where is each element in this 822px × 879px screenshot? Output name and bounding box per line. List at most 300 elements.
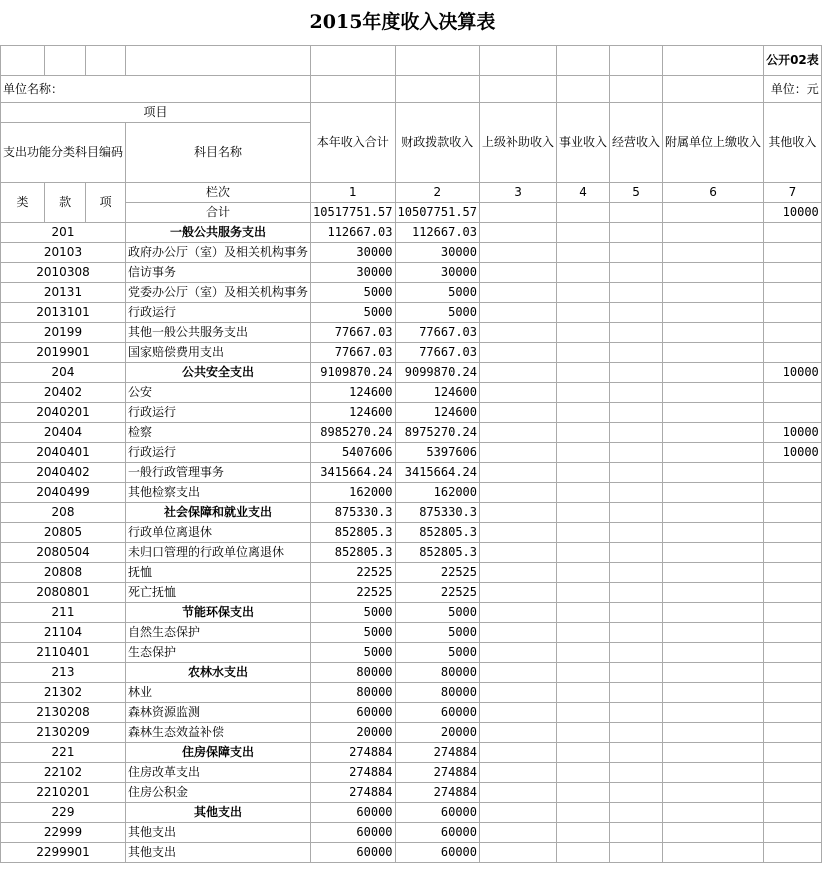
empty-cell bbox=[610, 563, 663, 583]
row-other-income bbox=[764, 543, 822, 563]
row-code: 2080801 bbox=[1, 583, 126, 603]
table-row bbox=[1, 843, 822, 863]
row-fiscal-income: 30000 bbox=[395, 243, 479, 263]
row-fiscal-income: 20000 bbox=[395, 723, 479, 743]
empty-cell bbox=[557, 243, 610, 263]
row-code: 2299901 bbox=[1, 843, 126, 863]
table-row bbox=[1, 223, 822, 243]
total-c2: 10507751.57 bbox=[395, 203, 479, 223]
row-fiscal-income: 274884 bbox=[395, 763, 479, 783]
row-subject-name: 生态保护 bbox=[126, 643, 311, 663]
col-header-7: 其他收入 bbox=[764, 103, 822, 183]
row-other-income bbox=[764, 503, 822, 523]
row-code: 201 bbox=[1, 223, 126, 243]
empty-cell bbox=[480, 283, 557, 303]
row-code: 20808 bbox=[1, 563, 126, 583]
empty-cell bbox=[663, 263, 764, 283]
row-code: 22102 bbox=[1, 763, 126, 783]
row-fiscal-income: 5000 bbox=[395, 603, 479, 623]
empty-cell bbox=[557, 223, 610, 243]
empty-cell bbox=[557, 703, 610, 723]
table-row bbox=[1, 563, 822, 583]
table-row bbox=[1, 663, 822, 683]
empty-cell bbox=[610, 463, 663, 483]
empty-cell bbox=[480, 563, 557, 583]
row-subject-name: 行政单位离退休 bbox=[126, 523, 311, 543]
row-total-income: 77667.03 bbox=[311, 323, 395, 343]
row-total-income: 80000 bbox=[311, 663, 395, 683]
col-number: 6 bbox=[663, 183, 764, 203]
empty-cell bbox=[610, 683, 663, 703]
col-header-4: 事业收入 bbox=[557, 103, 610, 183]
row-fiscal-income: 77667.03 bbox=[395, 343, 479, 363]
table-row bbox=[1, 823, 822, 843]
col-header-5: 经营收入 bbox=[610, 103, 663, 183]
col-number: 7 bbox=[764, 183, 822, 203]
row-subject-name: 节能环保支出 bbox=[126, 603, 311, 623]
row-fiscal-income: 60000 bbox=[395, 843, 479, 863]
empty-cell bbox=[610, 723, 663, 743]
func-class-header: 支出功能分类科目编码 bbox=[1, 123, 126, 183]
row-code: 21302 bbox=[1, 683, 126, 703]
empty-cell bbox=[663, 363, 764, 383]
row-fiscal-income: 60000 bbox=[395, 703, 479, 723]
row-total-income: 852805.3 bbox=[311, 523, 395, 543]
row-code: 229 bbox=[1, 803, 126, 823]
row-code: 2210201 bbox=[1, 783, 126, 803]
row-code: 22999 bbox=[1, 823, 126, 843]
row-code: 2130208 bbox=[1, 703, 126, 723]
row-other-income bbox=[764, 343, 822, 363]
row-subject-name: 党委办公厅（室）及相关机构事务 bbox=[126, 283, 311, 303]
row-other-income bbox=[764, 803, 822, 823]
row-total-income: 274884 bbox=[311, 763, 395, 783]
row-total-income: 124600 bbox=[311, 383, 395, 403]
row-subject-name: 社会保障和就业支出 bbox=[126, 503, 311, 523]
empty-cell bbox=[480, 723, 557, 743]
table-row bbox=[1, 623, 822, 643]
unit-label: 单位：元 bbox=[764, 76, 822, 103]
row-fiscal-income: 124600 bbox=[395, 403, 479, 423]
empty-cell bbox=[663, 423, 764, 443]
empty-cell bbox=[480, 303, 557, 323]
empty-cell bbox=[557, 683, 610, 703]
row-subject-name: 检察 bbox=[126, 423, 311, 443]
row-fiscal-income: 22525 bbox=[395, 563, 479, 583]
empty-cell bbox=[663, 723, 764, 743]
row-total-income: 274884 bbox=[311, 783, 395, 803]
empty-cell bbox=[480, 803, 557, 823]
row-fiscal-income: 80000 bbox=[395, 683, 479, 703]
empty-cell bbox=[480, 463, 557, 483]
empty-cell bbox=[557, 283, 610, 303]
empty-cell bbox=[480, 703, 557, 723]
row-subject-name: 其他支出 bbox=[126, 803, 311, 823]
empty-cell bbox=[663, 303, 764, 323]
row-code: 213 bbox=[1, 663, 126, 683]
total-c1: 10517751.57 bbox=[311, 203, 395, 223]
empty-cell bbox=[480, 643, 557, 663]
row-code: 2019901 bbox=[1, 343, 126, 363]
empty-cell bbox=[610, 763, 663, 783]
row-other-income bbox=[764, 263, 822, 283]
empty-cell bbox=[480, 443, 557, 463]
row-fiscal-income: 112667.03 bbox=[395, 223, 479, 243]
row-fiscal-income: 3415664.24 bbox=[395, 463, 479, 483]
row-total-income: 5000 bbox=[311, 603, 395, 623]
empty-cell bbox=[557, 803, 610, 823]
table-row bbox=[1, 423, 822, 443]
row-subject-name: 其他检察支出 bbox=[126, 483, 311, 503]
empty-cell bbox=[610, 483, 663, 503]
row-fiscal-income: 274884 bbox=[395, 743, 479, 763]
empty-cell bbox=[480, 823, 557, 843]
empty-cell bbox=[663, 283, 764, 303]
empty-cell bbox=[557, 783, 610, 803]
row-other-income bbox=[764, 403, 822, 423]
row-total-income: 22525 bbox=[311, 563, 395, 583]
row-subject-name: 未归口管理的行政单位离退休 bbox=[126, 543, 311, 563]
row-other-income bbox=[764, 723, 822, 743]
row-other-income bbox=[764, 763, 822, 783]
row-total-income: 112667.03 bbox=[311, 223, 395, 243]
row-code: 2040401 bbox=[1, 443, 126, 463]
empty-cell bbox=[480, 763, 557, 783]
empty-cell bbox=[480, 223, 557, 243]
table-row bbox=[1, 483, 822, 503]
row-total-income: 5000 bbox=[311, 283, 395, 303]
row-total-income: 22525 bbox=[311, 583, 395, 603]
row-code: 21104 bbox=[1, 623, 126, 643]
row-total-income: 5000 bbox=[311, 303, 395, 323]
empty-cell bbox=[663, 483, 764, 503]
empty-cell bbox=[663, 603, 764, 623]
empty-cell bbox=[610, 403, 663, 423]
row-fiscal-income: 5000 bbox=[395, 303, 479, 323]
row-other-income: 10000 bbox=[764, 443, 822, 463]
unit-row bbox=[1, 76, 822, 103]
total-c7: 10000 bbox=[764, 203, 822, 223]
empty-cell bbox=[557, 403, 610, 423]
kuan-header: 款 bbox=[45, 183, 86, 223]
empty-cell bbox=[480, 363, 557, 383]
empty-cell bbox=[610, 843, 663, 863]
empty-cell bbox=[557, 843, 610, 863]
empty-cell bbox=[663, 523, 764, 543]
empty-cell bbox=[663, 243, 764, 263]
row-fiscal-income: 852805.3 bbox=[395, 523, 479, 543]
row-subject-name: 自然生态保护 bbox=[126, 623, 311, 643]
row-fiscal-income: 60000 bbox=[395, 823, 479, 843]
row-code: 204 bbox=[1, 363, 126, 383]
row-subject-name: 一般行政管理事务 bbox=[126, 463, 311, 483]
row-total-income: 5000 bbox=[311, 643, 395, 663]
empty-cell bbox=[557, 443, 610, 463]
table-row bbox=[1, 383, 822, 403]
row-subject-name: 政府办公厅（室）及相关机构事务 bbox=[126, 243, 311, 263]
empty-cell bbox=[610, 663, 663, 683]
empty-cell bbox=[663, 843, 764, 863]
row-other-income bbox=[764, 643, 822, 663]
empty-cell bbox=[610, 323, 663, 343]
row-other-income bbox=[764, 823, 822, 843]
row-subject-name: 林业 bbox=[126, 683, 311, 703]
header-row-1 bbox=[1, 103, 822, 123]
empty-cell bbox=[663, 403, 764, 423]
row-fiscal-income: 30000 bbox=[395, 263, 479, 283]
empty-cell bbox=[557, 543, 610, 563]
row-total-income: 5000 bbox=[311, 623, 395, 643]
row-fiscal-income: 274884 bbox=[395, 783, 479, 803]
row-fiscal-income: 8975270.24 bbox=[395, 423, 479, 443]
row-other-income: 10000 bbox=[764, 363, 822, 383]
table-row bbox=[1, 243, 822, 263]
empty-cell bbox=[663, 343, 764, 363]
row-subject-name: 公共安全支出 bbox=[126, 363, 311, 383]
empty-cell bbox=[610, 383, 663, 403]
empty-cell bbox=[663, 503, 764, 523]
empty-cell bbox=[663, 683, 764, 703]
row-fiscal-income: 5000 bbox=[395, 623, 479, 643]
col-number: 3 bbox=[480, 183, 557, 203]
row-other-income bbox=[764, 523, 822, 543]
row-other-income bbox=[764, 663, 822, 683]
col-index-label: 栏次 bbox=[126, 183, 311, 203]
row-total-income: 852805.3 bbox=[311, 543, 395, 563]
row-code: 20131 bbox=[1, 283, 126, 303]
empty-cell bbox=[610, 543, 663, 563]
empty-cell bbox=[663, 623, 764, 643]
col-number: 2 bbox=[395, 183, 479, 203]
empty-cell bbox=[610, 303, 663, 323]
row-fiscal-income: 60000 bbox=[395, 803, 479, 823]
row-total-income: 124600 bbox=[311, 403, 395, 423]
empty-cell bbox=[610, 363, 663, 383]
empty-cell bbox=[663, 663, 764, 683]
empty-cell bbox=[480, 623, 557, 643]
table-row bbox=[1, 723, 822, 743]
table-row bbox=[1, 803, 822, 823]
empty-cell bbox=[480, 663, 557, 683]
empty-cell bbox=[480, 343, 557, 363]
empty-cell bbox=[557, 303, 610, 323]
row-code: 221 bbox=[1, 743, 126, 763]
row-code: 2080504 bbox=[1, 543, 126, 563]
table-row bbox=[1, 743, 822, 763]
col-index-row bbox=[1, 183, 822, 203]
row-code: 20199 bbox=[1, 323, 126, 343]
form-code: 公开02表 bbox=[764, 46, 822, 76]
row-total-income: 80000 bbox=[311, 683, 395, 703]
row-other-income bbox=[764, 323, 822, 343]
row-other-income bbox=[764, 463, 822, 483]
empty-cell bbox=[557, 603, 610, 623]
col-header-3: 上级补助收入 bbox=[480, 103, 557, 183]
row-fiscal-income: 5397606 bbox=[395, 443, 479, 463]
row-subject-name: 行政运行 bbox=[126, 403, 311, 423]
row-subject-name: 住房公积金 bbox=[126, 783, 311, 803]
empty-cell bbox=[610, 443, 663, 463]
form-code-row bbox=[1, 46, 822, 76]
empty-cell bbox=[610, 523, 663, 543]
empty-cell bbox=[610, 603, 663, 623]
empty-cell bbox=[610, 623, 663, 643]
empty-cell bbox=[663, 743, 764, 763]
report-title: 2015年度收入决算表 bbox=[309, 11, 496, 33]
empty-cell bbox=[480, 403, 557, 423]
row-subject-name: 其他支出 bbox=[126, 843, 311, 863]
row-other-income bbox=[764, 743, 822, 763]
empty-cell bbox=[480, 523, 557, 543]
row-other-income bbox=[764, 703, 822, 723]
row-subject-name: 死亡抚恤 bbox=[126, 583, 311, 603]
row-other-income bbox=[764, 223, 822, 243]
empty-cell bbox=[557, 263, 610, 283]
xiang-header: 项 bbox=[86, 183, 126, 223]
row-fiscal-income: 5000 bbox=[395, 283, 479, 303]
col-number: 5 bbox=[610, 183, 663, 203]
empty-cell bbox=[480, 323, 557, 343]
empty-cell bbox=[480, 743, 557, 763]
row-total-income: 5407606 bbox=[311, 443, 395, 463]
row-code: 2040201 bbox=[1, 403, 126, 423]
empty-cell bbox=[557, 363, 610, 383]
row-total-income: 20000 bbox=[311, 723, 395, 743]
row-other-income bbox=[764, 383, 822, 403]
row-other-income bbox=[764, 563, 822, 583]
table-row bbox=[1, 643, 822, 663]
empty-cell bbox=[610, 423, 663, 443]
row-code: 20404 bbox=[1, 423, 126, 443]
empty-cell bbox=[610, 703, 663, 723]
empty-cell bbox=[480, 783, 557, 803]
empty-cell bbox=[663, 223, 764, 243]
empty-cell bbox=[557, 503, 610, 523]
empty-cell bbox=[557, 563, 610, 583]
row-total-income: 8985270.24 bbox=[311, 423, 395, 443]
row-subject-name: 国家赔偿费用支出 bbox=[126, 343, 311, 363]
income-table bbox=[0, 45, 822, 863]
row-code: 2010308 bbox=[1, 263, 126, 283]
empty-cell bbox=[557, 343, 610, 363]
empty-cell bbox=[663, 783, 764, 803]
empty-cell bbox=[663, 703, 764, 723]
row-other-income bbox=[764, 783, 822, 803]
row-fiscal-income: 852805.3 bbox=[395, 543, 479, 563]
table-row bbox=[1, 503, 822, 523]
col-header-2: 财政拨款收入 bbox=[395, 103, 479, 183]
empty-cell bbox=[480, 543, 557, 563]
empty-cell bbox=[557, 743, 610, 763]
row-fiscal-income: 5000 bbox=[395, 643, 479, 663]
row-subject-name: 森林生态效益补偿 bbox=[126, 723, 311, 743]
row-fiscal-income: 77667.03 bbox=[395, 323, 479, 343]
row-fiscal-income: 124600 bbox=[395, 383, 479, 403]
empty-cell bbox=[610, 783, 663, 803]
row-subject-name: 森林资源监测 bbox=[126, 703, 311, 723]
empty-cell bbox=[557, 583, 610, 603]
empty-cell bbox=[480, 603, 557, 623]
row-subject-name: 信访事务 bbox=[126, 263, 311, 283]
empty-cell bbox=[610, 283, 663, 303]
row-subject-name: 行政运行 bbox=[126, 303, 311, 323]
row-fiscal-income: 80000 bbox=[395, 663, 479, 683]
row-total-income: 9109870.24 bbox=[311, 363, 395, 383]
empty-cell bbox=[663, 823, 764, 843]
empty-cell bbox=[663, 583, 764, 603]
table-row bbox=[1, 683, 822, 703]
row-other-income bbox=[764, 843, 822, 863]
empty-cell bbox=[557, 723, 610, 743]
row-total-income: 60000 bbox=[311, 703, 395, 723]
row-code: 20103 bbox=[1, 243, 126, 263]
row-code: 2130209 bbox=[1, 723, 126, 743]
row-total-income: 30000 bbox=[311, 243, 395, 263]
row-subject-name: 其他一般公共服务支出 bbox=[126, 323, 311, 343]
empty-cell bbox=[663, 763, 764, 783]
subject-name-header: 科目名称 bbox=[126, 123, 311, 183]
row-total-income: 274884 bbox=[311, 743, 395, 763]
empty-cell bbox=[663, 643, 764, 663]
row-total-income: 162000 bbox=[311, 483, 395, 503]
row-other-income bbox=[764, 603, 822, 623]
empty-cell bbox=[557, 663, 610, 683]
empty-cell bbox=[557, 623, 610, 643]
table-row bbox=[1, 463, 822, 483]
col-header-1: 本年收入合计 bbox=[311, 103, 395, 183]
empty-cell bbox=[610, 803, 663, 823]
table-row bbox=[1, 403, 822, 423]
row-fiscal-income: 9099870.24 bbox=[395, 363, 479, 383]
table-row bbox=[1, 283, 822, 303]
empty-cell bbox=[610, 743, 663, 763]
row-subject-name: 公安 bbox=[126, 383, 311, 403]
row-code: 208 bbox=[1, 503, 126, 523]
unit-name-label: 单位名称： bbox=[1, 76, 311, 103]
empty-cell bbox=[610, 503, 663, 523]
empty-cell bbox=[610, 243, 663, 263]
empty-cell bbox=[557, 463, 610, 483]
empty-cell bbox=[480, 843, 557, 863]
row-subject-name: 一般公共服务支出 bbox=[126, 223, 311, 243]
empty-cell bbox=[663, 563, 764, 583]
table-row bbox=[1, 603, 822, 623]
table-row bbox=[1, 703, 822, 723]
row-other-income bbox=[764, 483, 822, 503]
col-number: 4 bbox=[557, 183, 610, 203]
row-subject-name: 住房保障支出 bbox=[126, 743, 311, 763]
table-row bbox=[1, 263, 822, 283]
row-other-income bbox=[764, 303, 822, 323]
empty-cell bbox=[610, 643, 663, 663]
empty-cell bbox=[610, 343, 663, 363]
row-code: 2040499 bbox=[1, 483, 126, 503]
empty-cell bbox=[557, 323, 610, 343]
row-code: 20402 bbox=[1, 383, 126, 403]
table-row bbox=[1, 443, 822, 463]
table-row bbox=[1, 303, 822, 323]
row-other-income bbox=[764, 243, 822, 263]
empty-cell bbox=[557, 763, 610, 783]
row-fiscal-income: 162000 bbox=[395, 483, 479, 503]
row-code: 211 bbox=[1, 603, 126, 623]
row-code: 2013101 bbox=[1, 303, 126, 323]
row-other-income bbox=[764, 683, 822, 703]
empty-cell bbox=[557, 383, 610, 403]
row-code: 2040402 bbox=[1, 463, 126, 483]
row-subject-name: 农林水支出 bbox=[126, 663, 311, 683]
row-total-income: 60000 bbox=[311, 803, 395, 823]
